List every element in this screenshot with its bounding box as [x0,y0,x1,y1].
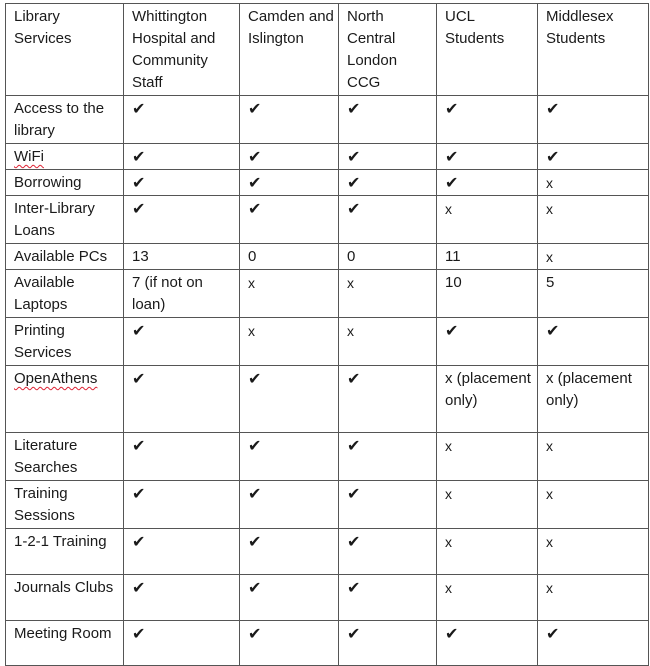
header-cell: North Central London CCG [339,4,437,96]
table-cell: x [538,196,649,244]
table-row [6,96,649,144]
table-cell: ✔ [240,196,339,244]
service-label [6,144,124,170]
table-cell: 11 [437,244,538,270]
table-row [6,433,649,481]
table-row [6,270,649,318]
header-cell: Library Services [6,4,124,96]
service-label-text: WiFi [14,148,44,165]
table-row [6,621,649,666]
table-cell: ✔ [240,170,339,196]
header-cell: Whittington Hospital and Community Staff [124,4,240,96]
table-cell: ✔ [538,621,649,666]
table-cell: ✔ [240,621,339,666]
table-cell: x (placement only) [437,366,538,433]
service-label: Borrowing [6,170,124,196]
service-label [6,366,124,433]
table-cell: ✔ [339,144,437,170]
table-row [6,196,649,244]
table-cell: ✔ [124,144,240,170]
table-cell: x (placement only) [538,366,649,433]
table-cell: ✔ [437,318,538,366]
table-cell: ✔ [124,575,240,621]
table-cell: 13 [124,244,240,270]
table-cell: ✔ [240,481,339,529]
table-cell: ✔ [339,96,437,144]
table-cell: ✔ [339,170,437,196]
table-cell: 7 (if not on loan) [124,270,240,318]
service-label: Meeting Room [6,621,124,666]
table-row [6,144,649,170]
table-cell: x [538,529,649,575]
table-cell: ✔ [124,96,240,144]
table-row [6,366,649,433]
table-cell: ✔ [124,433,240,481]
table-cell: x [240,318,339,366]
table-cell: 0 [339,244,437,270]
table-cell: x [538,481,649,529]
service-label: Available Laptops [6,270,124,318]
table-cell: x [339,318,437,366]
table-cell: ✔ [124,318,240,366]
table-cell: ✔ [437,96,538,144]
library-services-table [5,3,649,666]
table-cell: ✔ [437,170,538,196]
table-cell: x [538,575,649,621]
header-cell: Camden and Islington [240,4,339,96]
service-label: Printing Services [6,318,124,366]
service-label: Journals Clubs [6,575,124,621]
table-cell: ✔ [538,144,649,170]
table-cell: ✔ [437,621,538,666]
header-cell: Middlesex Students [538,4,649,96]
table-cell: ✔ [240,575,339,621]
table-cell: ✔ [124,196,240,244]
table-cell: ✔ [339,575,437,621]
table-cell: ✔ [124,366,240,433]
table-cell: ✔ [538,318,649,366]
table-row [6,529,649,575]
table-row [6,244,649,270]
table-cell: ✔ [124,170,240,196]
table-cell: ✔ [339,529,437,575]
table-cell: ✔ [437,144,538,170]
service-label-text: OpenAthens [14,370,98,387]
table-cell: x [538,170,649,196]
service-label: Access to the library [6,96,124,144]
table-cell: ✔ [124,481,240,529]
table-cell: ✔ [240,529,339,575]
table-cell: ✔ [240,433,339,481]
table-cell: x [437,575,538,621]
table-cell: 0 [240,244,339,270]
table-cell: ✔ [124,529,240,575]
table-cell: ✔ [339,481,437,529]
table-cell: ✔ [339,196,437,244]
table-cell: x [240,270,339,318]
table-cell: ✔ [538,96,649,144]
table-cell: x [437,481,538,529]
header-row [6,4,649,96]
table-cell: 10 [437,270,538,318]
table-row [6,170,649,196]
table-row [6,318,649,366]
table-cell: ✔ [240,144,339,170]
table-row [6,575,649,621]
service-label: Inter-Library Loans [6,196,124,244]
table-cell: x [437,196,538,244]
service-label: Literature Searches [6,433,124,481]
service-label: Available PCs [6,244,124,270]
table-cell: ✔ [124,621,240,666]
table-cell: ✔ [240,96,339,144]
table-cell: ✔ [339,366,437,433]
header-cell: UCL Students [437,4,538,96]
table-cell: x [437,433,538,481]
service-label: Training Sessions [6,481,124,529]
table-cell: ✔ [339,621,437,666]
table-row [6,481,649,529]
table-cell: x [538,244,649,270]
table-cell: x [538,433,649,481]
table-cell: x [339,270,437,318]
service-label: 1-2-1 Training [6,529,124,575]
table-cell: x [437,529,538,575]
table-cell: ✔ [240,366,339,433]
table-cell: ✔ [339,433,437,481]
table-cell: 5 [538,270,649,318]
